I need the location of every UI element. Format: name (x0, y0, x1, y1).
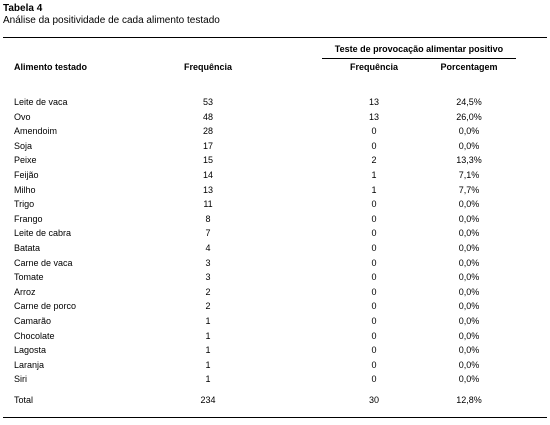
frequency-cell: 14 (202, 169, 213, 180)
percentage-cell: 0,0% (458, 315, 480, 326)
table-row (0, 228, 550, 243)
percentage-cell: 13,3% (456, 155, 482, 166)
food-name-cell: Batata (14, 242, 41, 253)
positive-frequency-cell: 0 (371, 140, 377, 151)
table-row (0, 331, 550, 346)
header-positive-frequency: Frequência (349, 62, 398, 72)
percentage-cell: 0,0% (458, 272, 480, 283)
percentage-cell: 0,0% (458, 140, 480, 151)
frequency-cell: 28 (202, 126, 213, 137)
food-name-cell: Laranja (14, 359, 45, 370)
positive-frequency-cell: 0 (371, 345, 377, 356)
percentage-cell: 0,0% (458, 228, 480, 239)
food-name-cell: Carne de vaca (14, 257, 73, 268)
food-name-cell: Milho (14, 184, 36, 195)
positive-frequency-cell: 13 (368, 97, 379, 107)
frequency-cell: 2 (205, 301, 211, 312)
food-name-cell: Trigo (14, 199, 35, 210)
percentage-cell: 0,0% (458, 301, 480, 312)
positive-frequency-cell: 0 (371, 315, 377, 326)
table-row (0, 112, 550, 127)
table-row (0, 155, 550, 170)
table-title: Análise da positividade de cada alimento testado (3, 15, 220, 26)
percentage-cell: 7,1% (458, 169, 480, 180)
table-row (0, 243, 550, 258)
percentage-cell: 26,0% (456, 111, 482, 122)
table-row (0, 185, 550, 200)
frequency-cell: 13 (202, 184, 213, 195)
frequency-cell: 53 (202, 97, 213, 107)
percentage-cell: 0,0% (458, 374, 480, 385)
header-frequency: Frequência (183, 62, 232, 72)
table-body (0, 97, 550, 389)
food-name-cell: Leite de vaca (14, 97, 68, 107)
table-row (0, 316, 550, 331)
percentage-cell: 0,0% (458, 199, 480, 210)
positive-frequency-cell: 0 (371, 330, 377, 341)
frequency-cell: 8 (205, 213, 211, 224)
frequency-cell: 1 (205, 374, 211, 385)
header-percentage: Porcentagem (440, 62, 498, 72)
frequency-cell: 2 (205, 286, 211, 297)
food-name-cell: Carne de porco (14, 301, 77, 312)
positive-frequency-cell: 0 (371, 228, 377, 239)
food-name-cell: Chocolate (14, 330, 55, 341)
food-name-cell: Siri (14, 374, 27, 385)
food-name-cell: Frango (14, 213, 43, 224)
frequency-cell: 4 (205, 242, 211, 253)
percentage-cell: 24,5% (456, 97, 482, 107)
percentage-cell: 0,0% (458, 286, 480, 297)
table-row (0, 170, 550, 185)
frequency-cell: 1 (205, 315, 211, 326)
table-total-row (0, 395, 550, 407)
food-name-cell: Feijão (14, 169, 39, 180)
table-number: Tabela 4 (3, 3, 43, 14)
table-row (0, 199, 550, 214)
table-row (0, 126, 550, 141)
positive-frequency-cell: 0 (371, 242, 377, 253)
food-name-cell: Camarão (14, 315, 52, 326)
bottom-rule (3, 417, 547, 418)
top-rule (3, 37, 547, 38)
percentage-cell: 0,0% (458, 126, 480, 137)
food-name-cell: Ovo (14, 111, 31, 122)
group-header-rule (322, 58, 516, 59)
table-row (0, 214, 550, 229)
food-name-cell: Tomate (14, 272, 44, 283)
positive-frequency-cell: 0 (371, 126, 377, 137)
total-frequency: 234 (200, 395, 216, 405)
percentage-cell: 0,0% (458, 242, 480, 253)
frequency-cell: 1 (205, 345, 211, 356)
positive-frequency-cell: 0 (371, 374, 377, 385)
header-food-tested: Alimento testado (14, 62, 88, 72)
table-row (0, 272, 550, 287)
frequency-cell: 1 (205, 330, 211, 341)
frequency-cell: 48 (202, 111, 213, 122)
food-name-cell: Arroz (14, 286, 36, 297)
positive-frequency-cell: 1 (371, 184, 377, 195)
positive-frequency-cell: 0 (371, 272, 377, 283)
positive-frequency-cell: 0 (371, 359, 377, 370)
percentage-cell: 0,0% (458, 257, 480, 268)
percentage-cell: 0,0% (458, 330, 480, 341)
percentage-cell: 7,7% (458, 184, 480, 195)
total-percentage: 12,8% (456, 395, 482, 405)
table-row (0, 97, 550, 112)
food-name-cell: Lagosta (14, 345, 47, 356)
frequency-cell: 7 (205, 228, 211, 239)
positive-frequency-cell: 0 (371, 286, 377, 297)
positive-frequency-cell: 0 (371, 301, 377, 312)
frequency-cell: 3 (205, 257, 211, 268)
table-row (0, 345, 550, 360)
table-row (0, 287, 550, 302)
percentage-cell: 0,0% (458, 359, 480, 370)
frequency-cell: 1 (205, 359, 211, 370)
frequency-cell: 15 (202, 155, 213, 166)
food-name-cell: Amendoim (14, 126, 58, 137)
frequency-cell: 3 (205, 272, 211, 283)
positive-frequency-cell: 0 (371, 257, 377, 268)
positive-frequency-cell: 0 (371, 213, 377, 224)
positive-frequency-cell: 0 (371, 199, 377, 210)
table-row (0, 301, 550, 316)
frequency-cell: 11 (203, 199, 213, 210)
food-name-cell: Leite de cabra (14, 228, 72, 239)
table-row (0, 258, 550, 273)
table-row (0, 360, 550, 375)
positive-frequency-cell: 13 (368, 111, 379, 122)
positive-frequency-cell: 1 (371, 169, 377, 180)
positive-frequency-cell: 2 (371, 155, 377, 166)
percentage-cell: 0,0% (458, 213, 480, 224)
total-label: Total (14, 395, 34, 405)
food-name-cell: Soja (14, 140, 33, 151)
frequency-cell: 17 (202, 140, 213, 151)
food-name-cell: Peixe (14, 155, 37, 166)
percentage-cell: 0,0% (458, 345, 480, 356)
total-positive-frequency: 30 (368, 395, 379, 405)
header-positive-test-group: Teste de provocação alimentar positivo (334, 44, 504, 54)
table-row (0, 374, 550, 389)
table-row (0, 141, 550, 156)
table-caption (3, 3, 220, 27)
